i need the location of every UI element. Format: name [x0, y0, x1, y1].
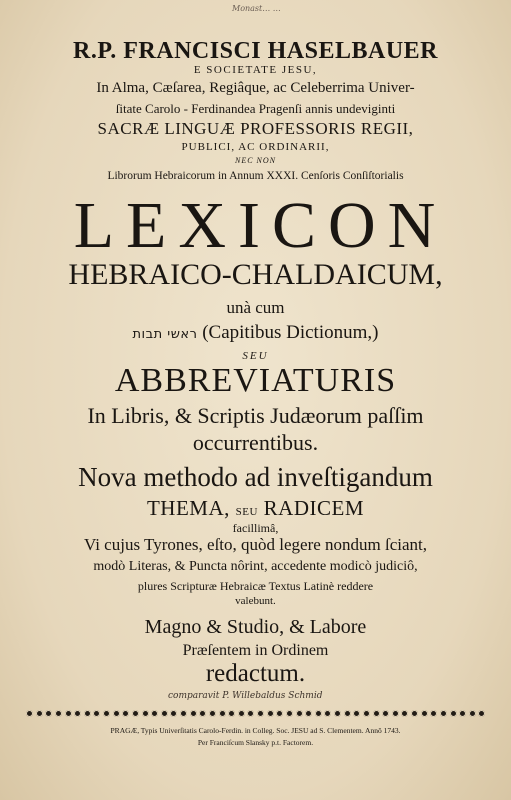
- nova-methodo: Nova methodo ad inveſtigandum: [78, 462, 433, 492]
- facillima: facillimâ,: [232, 521, 279, 535]
- nec-non: NEC NON: [234, 156, 276, 165]
- imprint-line-1: PRAGÆ, Typis Univerſitatis Carolo-Ferdin. in Colleg. Soc. JESU ad S. Clementem. Annô 1743.: [110, 726, 401, 735]
- seu-1: SEU: [242, 350, 269, 362]
- ornamental-border: [26, 709, 486, 718]
- in-libris: In Libris, & Scriptis Judæorum paſſim: [87, 403, 424, 428]
- magno-studio: Magno & Studio, & Labore: [144, 616, 367, 638]
- university-line-2: ſitate Carolo - Ferdinandea Pragenſi annis undeviginti: [115, 101, 396, 116]
- capitibus-line: [0, 322, 511, 344]
- una-cum: unà cum: [226, 298, 285, 317]
- society-line: E SOCIETATE JESU,: [193, 64, 318, 76]
- handwritten-signature: comparavit P. Willebaldus Schmid: [168, 691, 323, 701]
- censor-line: Librorum Hebraicorum in Annum XXXI. Cenſoris Conſiſtorialis: [107, 170, 404, 182]
- thema-radicem-line: [0, 496, 511, 521]
- radicem: RADICEM: [263, 496, 365, 520]
- modo-literas: modò Literas, & Puncta nôrint, accedente modicò judiciô,: [93, 559, 418, 574]
- lexicon-title: LEXICON: [73, 189, 448, 262]
- author-name: R.P. FRANCISCI HASELBAUER: [72, 38, 438, 64]
- hebrew-phrase: ראשי תבות: [132, 327, 198, 342]
- redactum: redactum.: [205, 660, 306, 687]
- praesentem: Præſentem in Ordinem: [182, 642, 329, 659]
- capitibus-dictionum: (Capitibus Dictionum,): [202, 322, 379, 343]
- hebraico-chaldaicum: HEBRAICO-CHALDAICUM,: [68, 258, 443, 291]
- vi-cujus: Vi cujus Tyrones, eſto, quòd legere nondum ſciant,: [83, 535, 428, 554]
- ownership-inscription: Monast… …: [232, 4, 281, 13]
- professor-line: SACRÆ LINGUÆ PROFESSORIS REGII,: [97, 119, 414, 138]
- publici-line: PUBLICI, AC ORDINARII,: [181, 141, 330, 153]
- imprint-line-2: Per Franciſcum Slansky p.t. Factorem.: [197, 738, 314, 747]
- abbreviaturis: ABBREVIATURIS: [114, 362, 397, 399]
- valebunt: valebunt.: [235, 595, 276, 607]
- thema: THEMA,: [146, 496, 230, 520]
- university-line-1: In Alma, Cæſarea, Regiâque, ac Celeberrima Univer-: [96, 80, 415, 96]
- seu-2: SEU: [235, 506, 258, 518]
- occurrentibus: occurrentibus.: [192, 430, 319, 455]
- plures-scripturae: plures Scripturæ Hebraicæ Textus Latinè reddere: [137, 579, 374, 593]
